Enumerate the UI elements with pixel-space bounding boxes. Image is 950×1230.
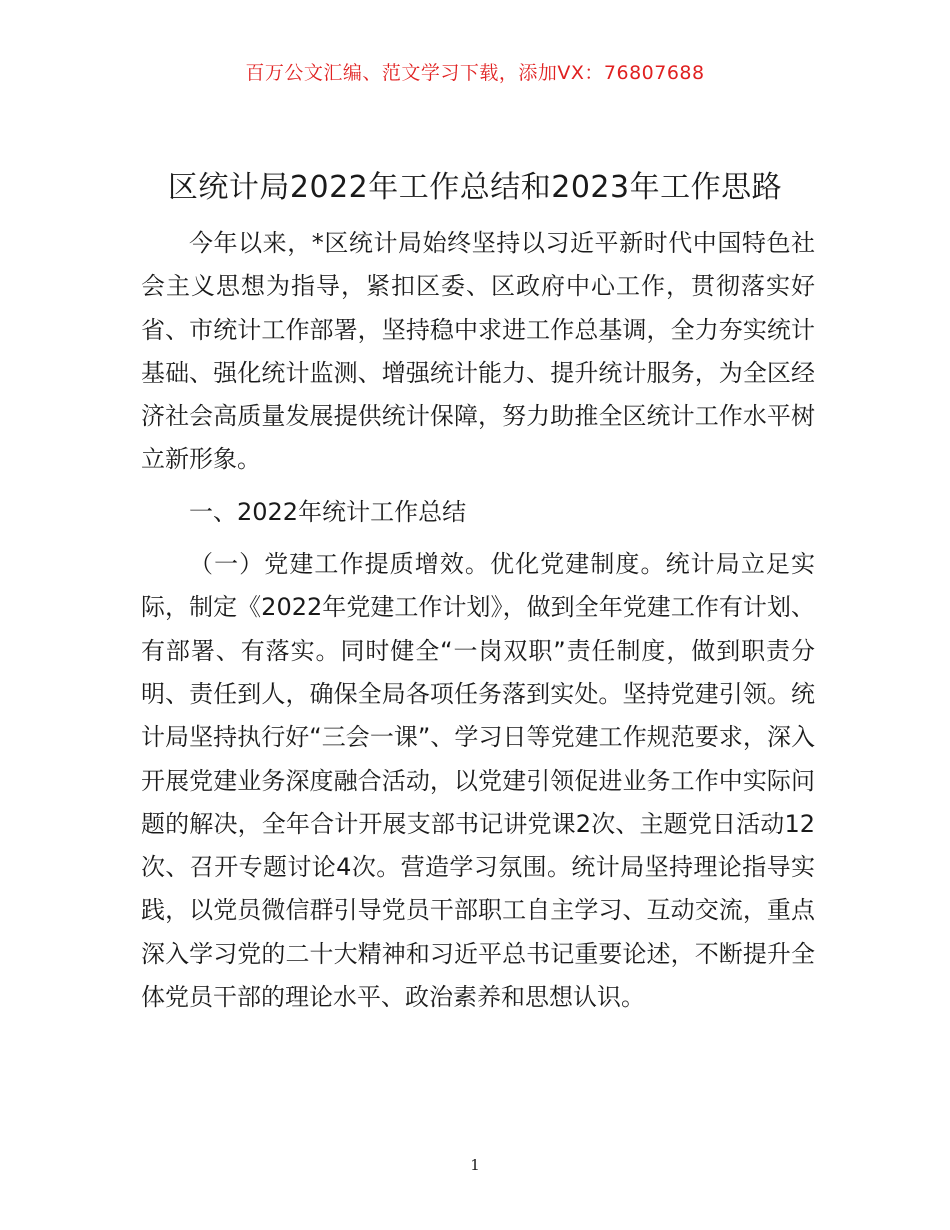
subsection-paragraph: （一）党建工作提质增效。优化党建制度。统计局立足实际，制定《2022年党建工作计划》，做到全年党建工作有计划、有部署、有落实。同时健全“一岗双职”责任制度，做到职责分明、责任到人，确保全局各项任务落到实处。坚持党建引领。统计局坚持执行好“三会一课”、学习日等党建工作规范要求，深入开展党建业务深度融合活动，以党建引领促进业务工作中实际问题的解决，全年合计开展支部书记讲党课2次、主题党日活动12次、召开专题讨论4次。营造学习氛围。统计局坚持理论指导实践，以党员微信群引导党员干部职工自主学习、互动交流，重点深入学习党的二十大精神和习近平总书记重要论述，不断提升全体党员干部的理论水平、政治素养和思想认识。 bbox=[141, 550, 815, 1012]
section-heading: 一、2022年统计工作总结 bbox=[189, 497, 467, 526]
page-number: 1 bbox=[470, 1156, 480, 1174]
document-title: 区统计局2022年工作总结和2023年工作思路 bbox=[167, 170, 783, 205]
watermark-header: 百万公文汇编、范文学习下载，添加VX：76807688 bbox=[245, 62, 705, 84]
document-body bbox=[141, 222, 815, 1019]
intro-paragraph: 今年以来，*区统计局始终坚持以习近平新时代中国特色社会主义思想为指导，紧扣区委、区政府中心工作，贯彻落实好省、市统计工作部署，坚持稳中求进工作总基调，全力夯实统计基础、强化统计监测、增强统计能力、提升统计服务，为全区经济社会高质量发展提供统计保障，努力助推全区统计工作水平树立新形象。 bbox=[141, 229, 815, 474]
